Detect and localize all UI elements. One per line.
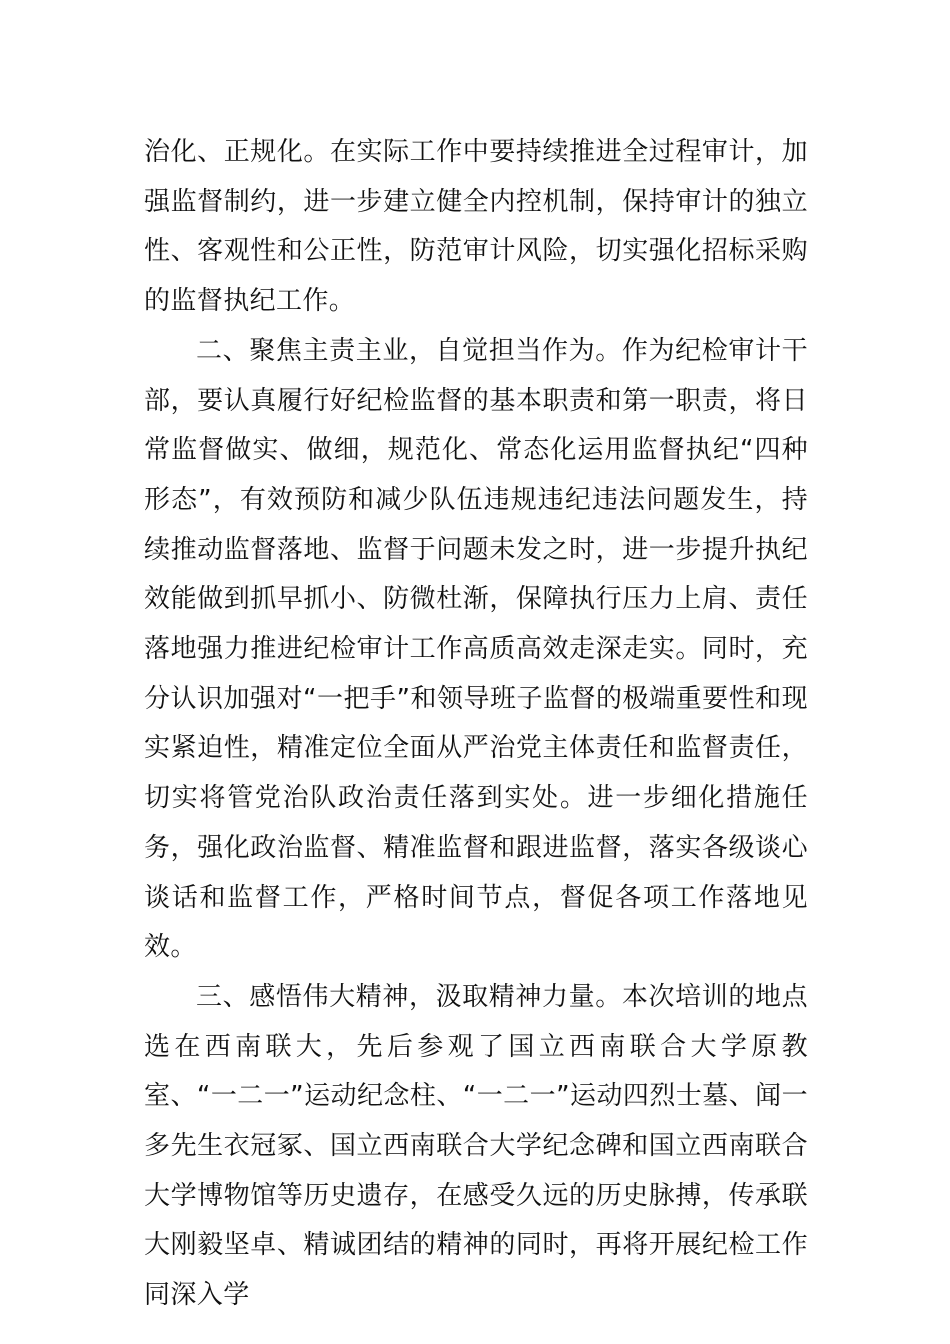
paragraph-continuation: 治化、正规化。在实际工作中要持续推进全过程审计，加强监督制约，进一步建立健全内控机制，保持审计的独立性、客观性和公正性，防范审计风险，切实强化招标采购的监督执纪工作。 [144,137,808,317]
document-body [144,128,808,1321]
paragraph-section-three: 三、感悟伟大精神，汲取精神力量。本次培训的地点选在西南联大，先后参观了国立西南联合大学原教室、“一二一”运动纪念柱、“一二一”运动四烈士墓、闻一多先生衣冠冢、国立西南联合大学纪念碑和国立西南联合大学博物馆等历史遗存，在感受久远的历史脉搏，传承联大刚毅坚卓、精诚团结的精神的同时，再将开展纪检工作同深入学 [144,981,808,1311]
paragraph-section-two: 二、聚焦主责主业，自觉担当作为。作为纪检审计干部，要认真履行好纪检监督的基本职责和第一职责，将日常监督做实、做细，规范化、常态化运用监督执纪“四种形态”，有效预防和减少队伍违规违纪违法问题发生，持续推动监督落地、监督于问题未发之时，进一步提升执纪效能做到抓早抓小、防微杜渐，保障执行压力上肩、责任落地强力推进纪检审计工作高质高效走深走实。同时，充分认识加强对“一把手”和领导班子监督的极端重要性和现实紧迫性，精准定位全面从严治党主体责任和监督责任，切实将管党治队政治责任落到实处。进一步细化措施任务，强化政治监督、精准监督和跟进监督，落实各级谈心谈话和监督工作，严格时间节点，督促各项工作落地见效。 [144,335,808,963]
